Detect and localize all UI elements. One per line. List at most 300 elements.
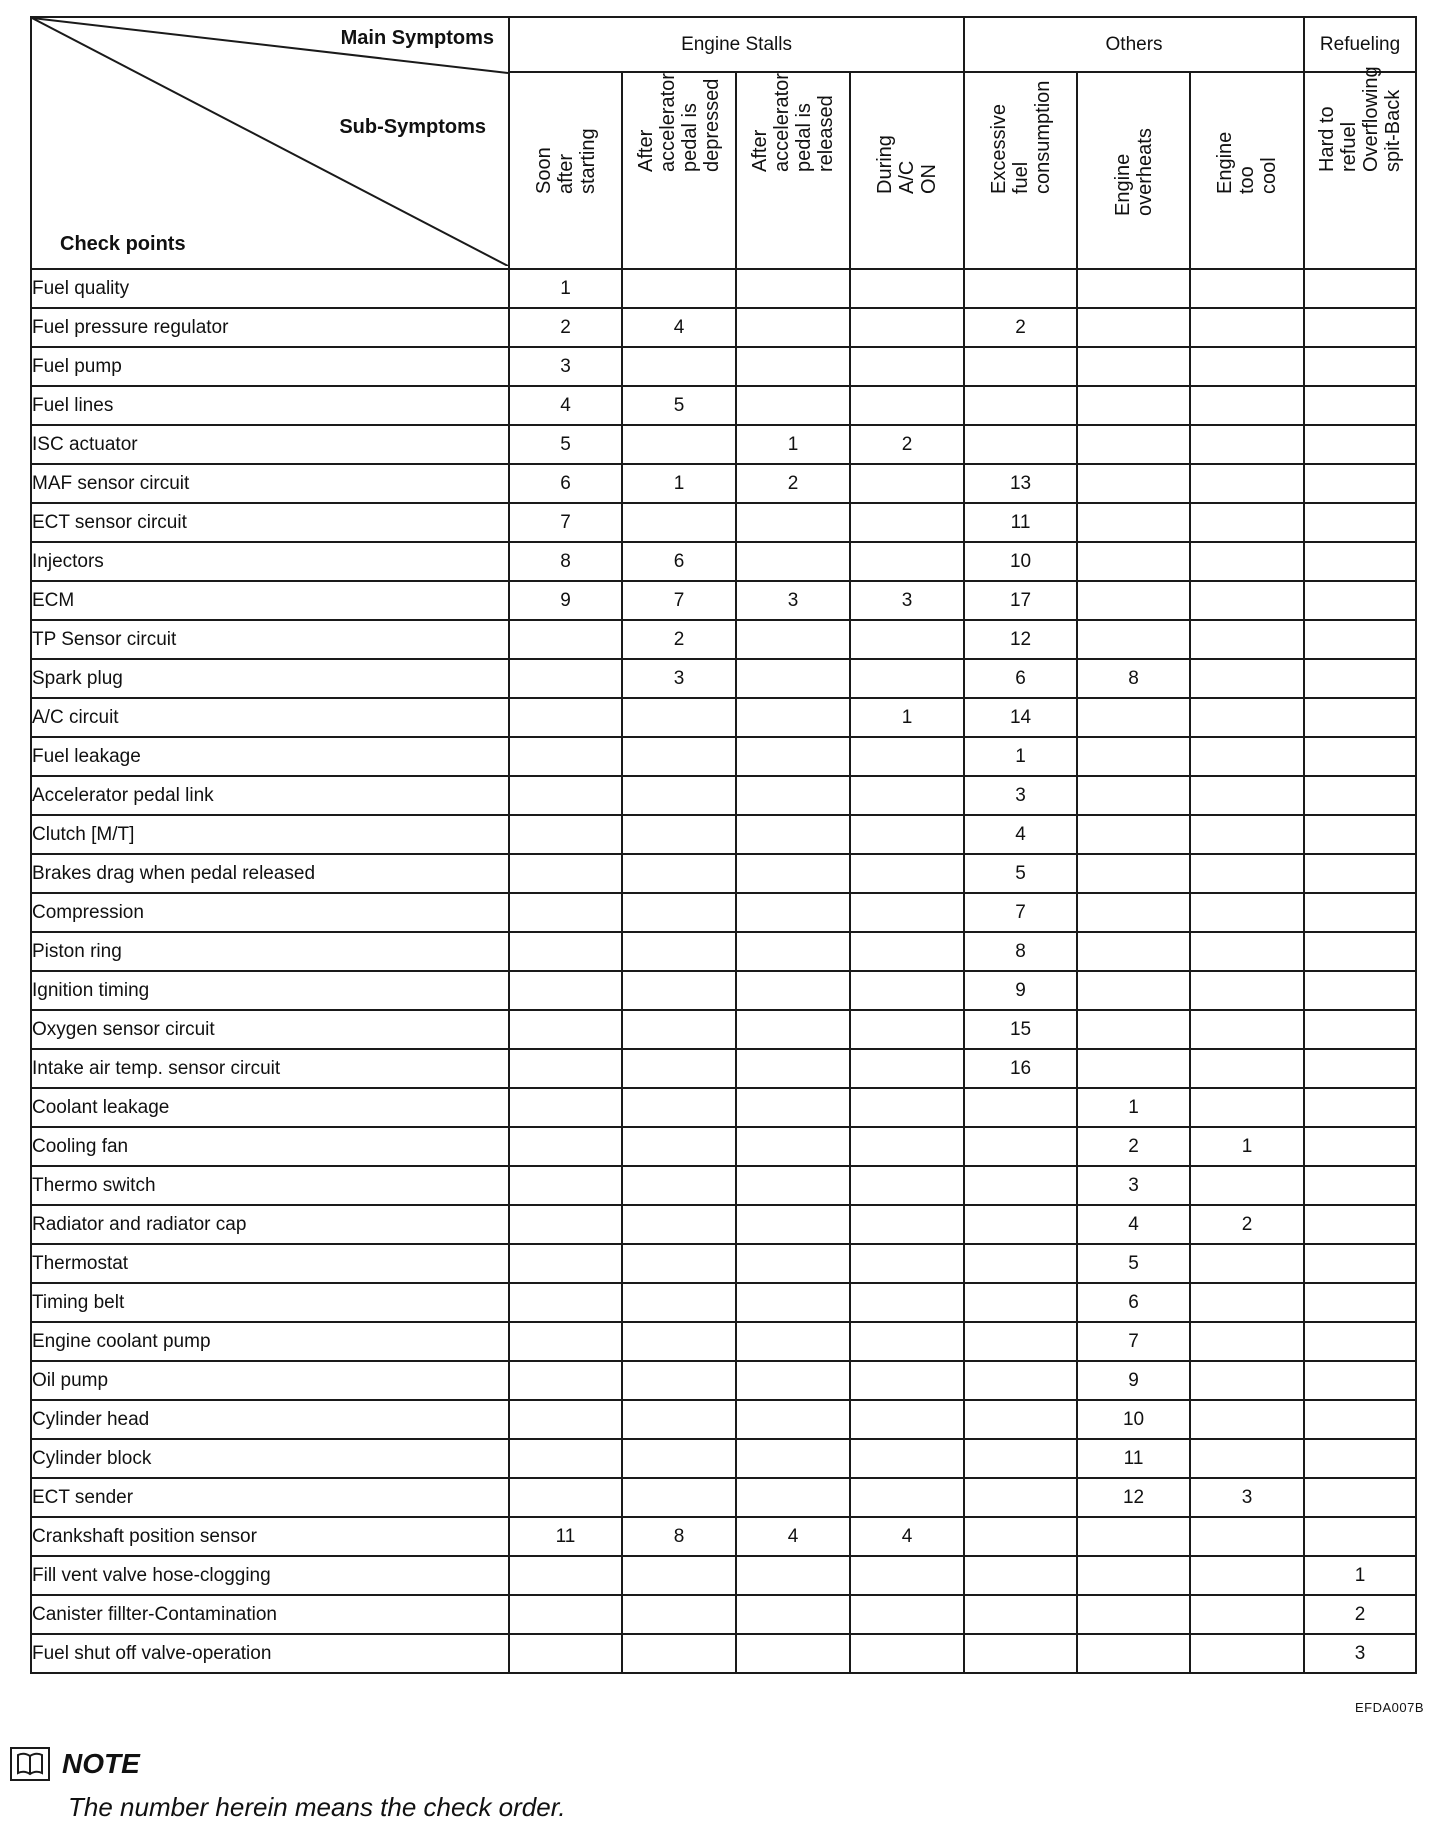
check-order-cell [509,1400,622,1439]
check-order-cell [622,1595,736,1634]
check-order-cell [850,620,964,659]
table-row [31,464,1416,503]
table-row [31,386,1416,425]
check-order-cell [964,1205,1077,1244]
check-order-cell [850,971,964,1010]
check-order-cell [1077,1517,1190,1556]
check-order-cell [622,1634,736,1673]
check-order-cell [509,1439,622,1478]
check-order-cell [964,1283,1077,1322]
check-order-cell [850,1244,964,1283]
check-order-cell [964,1322,1077,1361]
check-order-cell: 11 [509,1517,622,1556]
check-order-cell [1304,581,1416,620]
check-point-label: Fuel leakage [31,737,509,776]
troubleshooting-table [30,16,1417,1674]
check-order-cell [509,971,622,1010]
check-order-cell [1304,1400,1416,1439]
check-order-cell [1304,971,1416,1010]
check-order-cell [1304,698,1416,737]
check-order-cell [850,776,964,815]
check-order-cell [736,347,850,386]
check-order-cell [622,347,736,386]
table-row [31,815,1416,854]
check-order-cell: 1 [1304,1556,1416,1595]
check-order-cell [622,893,736,932]
check-order-cell [850,1400,964,1439]
check-order-cell [1077,1556,1190,1595]
check-order-cell: 8 [1077,659,1190,698]
check-order-cell [509,1049,622,1088]
check-order-cell [1190,893,1304,932]
table-row [31,1400,1416,1439]
check-order-cell: 15 [964,1010,1077,1049]
check-order-cell [1304,1478,1416,1517]
check-order-cell [1190,425,1304,464]
check-order-cell [1190,464,1304,503]
check-order-cell [622,737,736,776]
check-order-cell [850,737,964,776]
table-row [31,308,1416,347]
check-order-cell [1190,776,1304,815]
check-order-cell [1190,347,1304,386]
sub-symptom-header [622,72,736,269]
check-order-cell [622,971,736,1010]
check-order-cell [1190,1283,1304,1322]
check-order-cell [736,1049,850,1088]
check-order-cell [1077,347,1190,386]
check-order-cell [622,269,736,308]
check-order-cell [736,269,850,308]
check-order-cell [509,815,622,854]
check-order-cell: 5 [964,854,1077,893]
check-order-cell [1304,464,1416,503]
check-point-label: Fuel shut off valve-operation [31,1634,509,1673]
check-order-cell: 1 [622,464,736,503]
check-point-label: Coolant leakage [31,1088,509,1127]
sub-symptom-label: Engine too cool [1214,131,1281,194]
check-order-cell [509,854,622,893]
check-order-cell: 3 [850,581,964,620]
sub-symptom-label: After accelerator pedal is depressed [635,73,723,172]
check-order-cell [1304,503,1416,542]
note-text: The number herein means the check order. [68,1792,566,1822]
check-point-label: Crankshaft position sensor [31,1517,509,1556]
check-order-cell [850,1205,964,1244]
check-order-cell: 1 [964,737,1077,776]
check-order-cell [736,542,850,581]
group-header: Others [964,17,1304,72]
check-order-cell [509,698,622,737]
check-point-label: Piston ring [31,932,509,971]
check-order-cell: 6 [1077,1283,1190,1322]
check-order-cell [736,1634,850,1673]
check-order-cell: 2 [509,308,622,347]
check-order-cell [736,503,850,542]
check-order-cell [622,1556,736,1595]
check-order-cell [1077,737,1190,776]
table-row [31,971,1416,1010]
check-order-cell [736,308,850,347]
table-row [31,620,1416,659]
check-order-cell [964,1127,1077,1166]
table-row [31,776,1416,815]
note-title: NOTE [62,1748,140,1779]
check-order-cell: 1 [1190,1127,1304,1166]
check-order-cell [1304,1049,1416,1088]
check-order-cell [1304,1322,1416,1361]
check-order-cell: 7 [1077,1322,1190,1361]
table-row [31,932,1416,971]
check-point-label: Intake air temp. sensor circuit [31,1049,509,1088]
table-row [31,1517,1416,1556]
check-order-cell [509,1478,622,1517]
figure-code: EFDA007B [1355,1700,1425,1715]
check-order-cell [1190,659,1304,698]
check-order-cell [1304,893,1416,932]
check-order-cell [850,1361,964,1400]
check-order-cell [622,1322,736,1361]
check-order-cell [1077,893,1190,932]
check-order-cell [509,1205,622,1244]
check-order-cell [1190,971,1304,1010]
check-order-cell: 13 [964,464,1077,503]
check-order-cell [964,1634,1077,1673]
check-order-cell [736,1478,850,1517]
check-order-cell [850,1283,964,1322]
check-order-cell [736,737,850,776]
check-order-cell [1077,776,1190,815]
check-point-label: Thermostat [31,1244,509,1283]
check-order-cell [736,659,850,698]
check-order-cell [509,1361,622,1400]
check-order-cell: 10 [1077,1400,1190,1439]
check-order-cell [964,1400,1077,1439]
check-order-cell: 1 [1077,1088,1190,1127]
sub-symptom-label: During A/C ON [874,135,941,194]
check-order-cell: 2 [964,308,1077,347]
check-point-label: Timing belt [31,1283,509,1322]
check-order-cell [622,1478,736,1517]
check-order-cell [622,503,736,542]
check-order-cell [1190,1517,1304,1556]
check-order-cell [850,308,964,347]
check-order-cell: 11 [1077,1439,1190,1478]
check-order-cell [1304,1127,1416,1166]
check-point-label: Accelerator pedal link [31,776,509,815]
check-order-cell: 8 [964,932,1077,971]
sub-symptom-header [1077,72,1190,269]
check-order-cell [622,854,736,893]
check-order-cell [622,1127,736,1166]
check-order-cell: 4 [622,308,736,347]
check-order-cell [1190,1322,1304,1361]
check-order-cell [1304,1439,1416,1478]
check-order-cell [736,1010,850,1049]
check-order-cell [736,1361,850,1400]
check-order-cell: 3 [1190,1478,1304,1517]
check-point-label: Ignition timing [31,971,509,1010]
check-order-cell: 2 [736,464,850,503]
check-order-cell [1190,1400,1304,1439]
table-row [31,1361,1416,1400]
check-order-cell [509,737,622,776]
check-order-cell [509,1166,622,1205]
note-header [10,1747,140,1781]
check-order-cell [1304,776,1416,815]
check-order-cell: 8 [509,542,622,581]
check-order-cell [1304,347,1416,386]
check-order-cell [1190,932,1304,971]
check-order-cell: 11 [964,503,1077,542]
check-point-label: Fuel pump [31,347,509,386]
check-order-cell: 7 [509,503,622,542]
check-order-cell: 6 [964,659,1077,698]
check-order-cell [1077,581,1190,620]
check-order-cell [509,932,622,971]
check-order-cell: 4 [1077,1205,1190,1244]
table-row [31,1634,1416,1673]
check-order-cell: 4 [850,1517,964,1556]
check-order-cell [964,1166,1077,1205]
check-order-cell [622,1205,736,1244]
check-order-cell [1077,932,1190,971]
table-row [31,269,1416,308]
check-order-cell [1190,1088,1304,1127]
check-order-cell [1190,1439,1304,1478]
check-point-label: Canister fillter-Contamination [31,1595,509,1634]
check-order-cell [1190,386,1304,425]
check-order-cell [964,1556,1077,1595]
table-row [31,1244,1416,1283]
check-order-cell: 12 [964,620,1077,659]
check-point-label: Compression [31,893,509,932]
check-order-cell: 9 [1077,1361,1190,1400]
check-order-cell [850,659,964,698]
check-order-cell: 6 [622,542,736,581]
check-order-cell [509,1322,622,1361]
check-order-cell [1190,815,1304,854]
check-order-cell [850,1127,964,1166]
check-order-cell [850,1010,964,1049]
check-order-cell [850,1322,964,1361]
check-order-cell: 9 [509,581,622,620]
check-order-cell [736,1439,850,1478]
check-order-cell [1190,503,1304,542]
check-order-cell [1077,698,1190,737]
check-order-cell [1304,1361,1416,1400]
check-order-cell [622,1439,736,1478]
check-point-label: ECT sensor circuit [31,503,509,542]
check-order-cell: 3 [736,581,850,620]
check-order-cell [1304,815,1416,854]
group-header: Refueling [1304,17,1416,72]
check-order-cell [622,932,736,971]
check-point-label: Fuel lines [31,386,509,425]
check-order-cell: 5 [1077,1244,1190,1283]
check-order-cell [736,1595,850,1634]
check-order-cell: 5 [622,386,736,425]
check-order-cell [850,1049,964,1088]
table-row [31,1205,1416,1244]
sub-symptom-header [509,72,622,269]
check-order-cell [1304,1517,1416,1556]
check-order-cell [1304,932,1416,971]
check-order-cell [509,1244,622,1283]
check-order-cell [736,1322,850,1361]
check-order-cell: 17 [964,581,1077,620]
check-order-cell [850,542,964,581]
check-order-cell [736,776,850,815]
check-order-cell [1077,1595,1190,1634]
check-order-cell [964,1517,1077,1556]
check-order-cell [850,1088,964,1127]
sub-symptom-label: Engine overheats [1111,128,1156,216]
check-order-cell [1304,1283,1416,1322]
check-order-cell [850,1595,964,1634]
check-order-cell [1304,386,1416,425]
check-point-label: Engine coolant pump [31,1322,509,1361]
check-point-label: Spark plug [31,659,509,698]
check-order-cell [850,503,964,542]
book-icon [10,1747,50,1781]
check-order-cell [736,1400,850,1439]
check-order-cell [1077,542,1190,581]
check-order-cell [736,932,850,971]
check-point-label: Fuel quality [31,269,509,308]
check-order-cell [1304,659,1416,698]
sub-symptom-header [1190,72,1304,269]
check-order-cell: 7 [622,581,736,620]
check-order-cell [736,386,850,425]
table-row [31,1127,1416,1166]
check-order-cell: 8 [622,1517,736,1556]
check-order-cell: 5 [509,425,622,464]
check-point-label: ECM [31,581,509,620]
check-order-cell: 2 [1190,1205,1304,1244]
check-order-cell [736,1166,850,1205]
check-order-cell: 3 [509,347,622,386]
check-order-cell [1190,1166,1304,1205]
check-order-cell [1077,1010,1190,1049]
check-order-cell [964,1439,1077,1478]
check-order-cell [622,1166,736,1205]
check-point-label: Injectors [31,542,509,581]
check-order-cell [509,1556,622,1595]
check-order-cell [509,1634,622,1673]
check-points-label: Check points [60,233,186,255]
check-order-cell: 2 [622,620,736,659]
sub-symptom-label: Soon after starting [532,128,599,194]
check-order-cell [736,971,850,1010]
check-order-cell [850,347,964,386]
check-order-cell [964,1595,1077,1634]
main-symptoms-label: Main Symptoms [340,27,494,49]
check-order-cell [1190,581,1304,620]
check-order-cell: 1 [850,698,964,737]
check-order-cell [1077,854,1190,893]
check-order-cell [850,1556,964,1595]
check-order-cell [1190,620,1304,659]
check-order-cell: 2 [850,425,964,464]
check-order-cell [1190,1634,1304,1673]
table-row [31,425,1416,464]
check-order-cell [850,815,964,854]
check-order-cell [1304,425,1416,464]
table-row [31,581,1416,620]
check-order-cell [1190,1595,1304,1634]
check-order-cell: 6 [509,464,622,503]
check-point-label: Cylinder head [31,1400,509,1439]
check-order-cell [1190,698,1304,737]
check-order-cell [509,620,622,659]
check-order-cell [964,269,1077,308]
check-order-cell: 10 [964,542,1077,581]
check-point-label: MAF sensor circuit [31,464,509,503]
check-order-cell: 3 [622,659,736,698]
check-order-cell [509,1088,622,1127]
sub-symptom-label: Hard to refuel Overflowing spit-Back [1316,66,1405,172]
check-order-cell [736,698,850,737]
check-order-cell [736,815,850,854]
check-order-cell [1190,737,1304,776]
check-point-label: Oxygen sensor circuit [31,1010,509,1049]
table-row [31,737,1416,776]
check-order-cell [964,1244,1077,1283]
sub-symptom-header [850,72,964,269]
check-order-cell [736,620,850,659]
check-point-label: Cylinder block [31,1439,509,1478]
table-row [31,1088,1416,1127]
check-points-body [31,269,1416,1673]
check-order-cell [622,776,736,815]
check-order-cell [622,1010,736,1049]
check-order-cell [622,698,736,737]
check-order-cell: 4 [736,1517,850,1556]
main-symptoms-row [31,17,1416,72]
check-order-cell [850,893,964,932]
check-order-cell [1077,815,1190,854]
check-order-cell: 16 [964,1049,1077,1088]
check-order-cell [736,1088,850,1127]
check-order-cell: 9 [964,971,1077,1010]
check-point-label: Clutch [M/T] [31,815,509,854]
check-order-cell: 3 [1304,1634,1416,1673]
check-order-cell [622,1283,736,1322]
check-order-cell [1077,620,1190,659]
check-order-cell [622,1400,736,1439]
check-order-cell [736,854,850,893]
check-order-cell [1190,1010,1304,1049]
check-order-cell: 2 [1304,1595,1416,1634]
table-row [31,1556,1416,1595]
check-point-label: Thermo switch [31,1166,509,1205]
check-order-cell [1190,1244,1304,1283]
table-row [31,893,1416,932]
table-row [31,698,1416,737]
check-order-cell [622,425,736,464]
table-row [31,1595,1416,1634]
check-order-cell: 14 [964,698,1077,737]
check-order-cell: 3 [1077,1166,1190,1205]
check-point-label: Cooling fan [31,1127,509,1166]
check-order-cell [1190,1361,1304,1400]
check-order-cell [1190,1556,1304,1595]
check-point-label: TP Sensor circuit [31,620,509,659]
check-point-label: Fill vent valve hose-clogging [31,1556,509,1595]
check-order-cell [964,1478,1077,1517]
check-order-cell [964,1088,1077,1127]
